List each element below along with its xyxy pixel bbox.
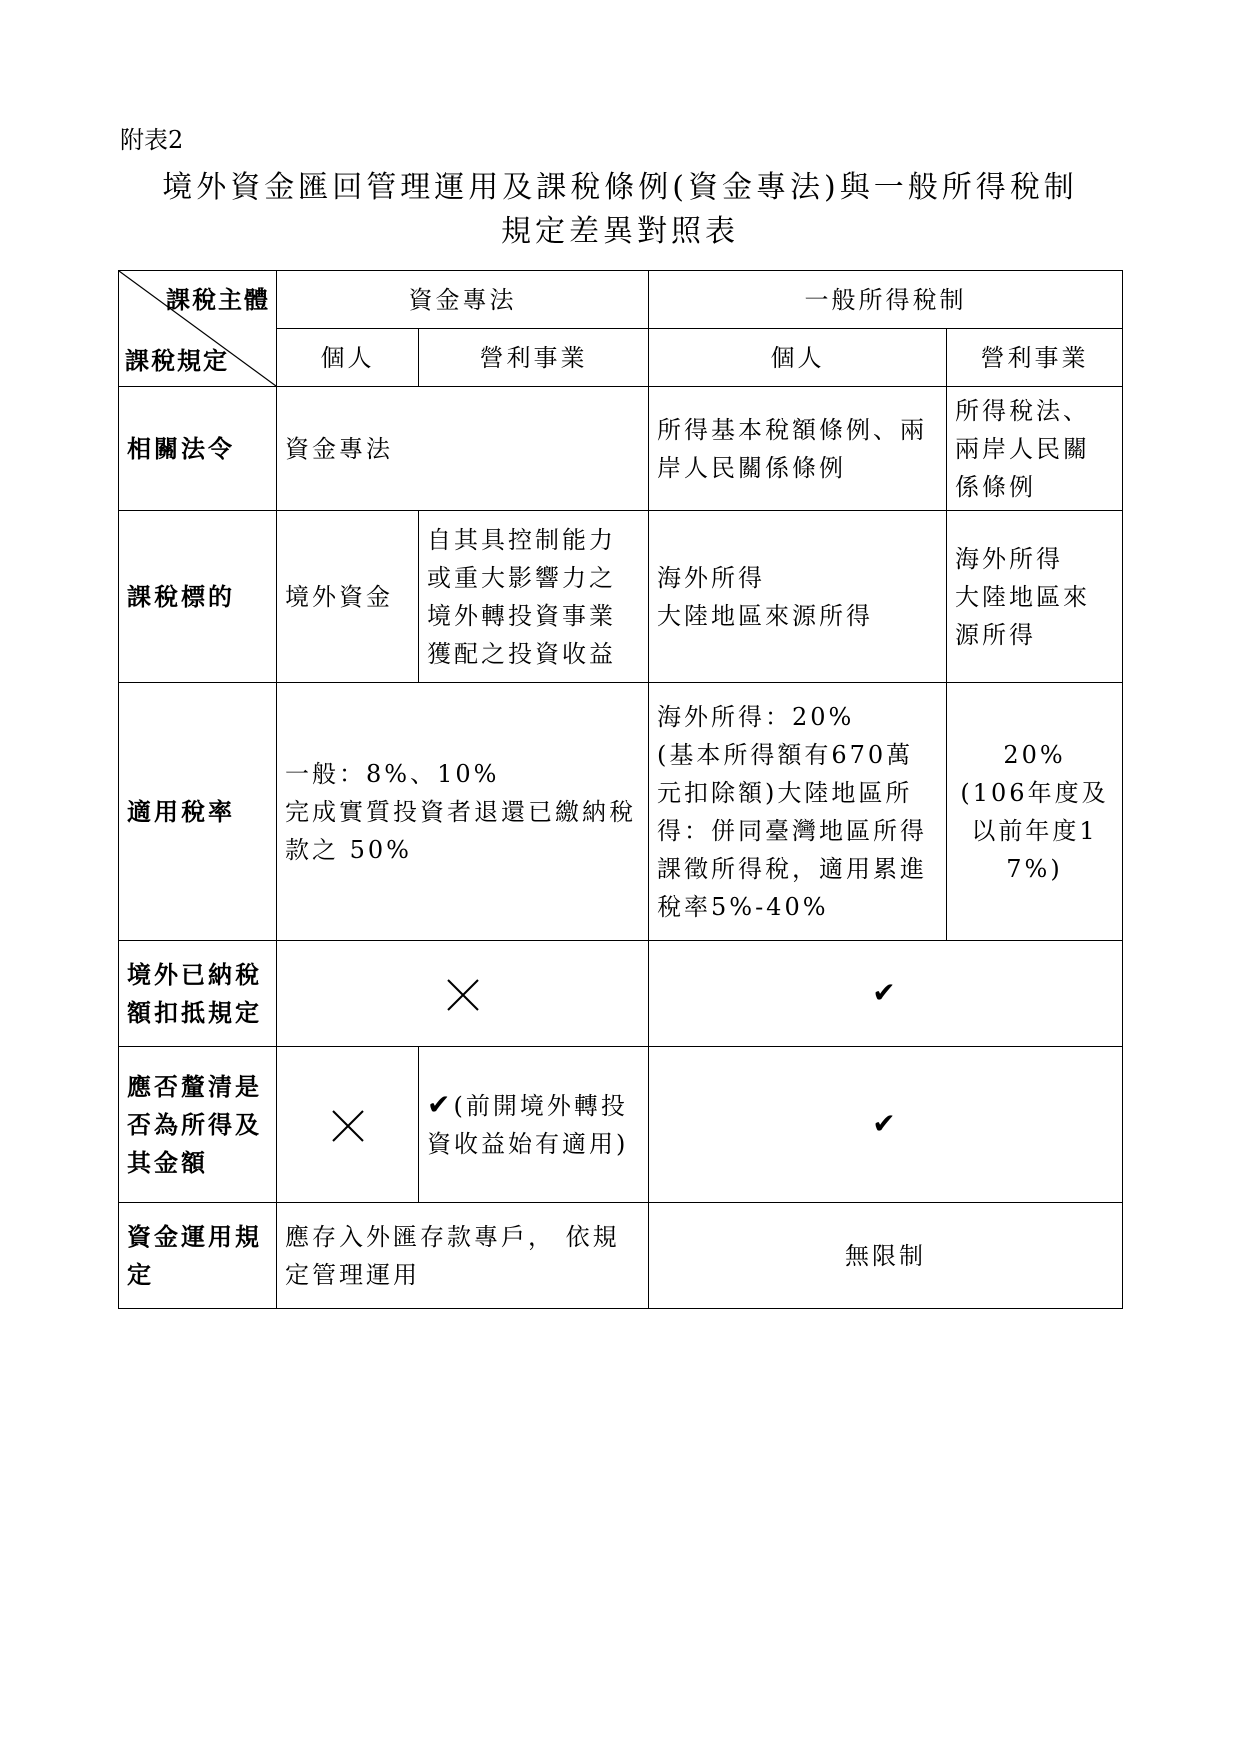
corner-cell xyxy=(119,271,277,387)
row-fund-usage xyxy=(119,1203,1123,1309)
rate-general-individual xyxy=(649,683,947,941)
target-general-enterprise-line-2: 大陸地區來源所得 xyxy=(955,582,1090,649)
check-icon: ✔ xyxy=(872,976,899,1009)
law-general-enterprise: 所得稅法、兩岸人民關係條例 xyxy=(947,387,1123,511)
usage-fund-act: 應存入外匯存款專戶， 依規定管理運用 xyxy=(277,1203,649,1309)
clarify-fund-enterprise xyxy=(419,1047,649,1203)
usage-general: 無限制 xyxy=(649,1203,1123,1309)
row-label-clarify-income: 應否釐清是否為所得及其金額 xyxy=(119,1047,277,1203)
header-row-groups xyxy=(119,271,1123,329)
header-fund-act: 資金專法 xyxy=(277,271,649,329)
target-general-enterprise xyxy=(947,511,1123,683)
row-clarify-income xyxy=(119,1047,1123,1203)
rate-fund-act xyxy=(277,683,649,941)
target-general-enterprise-line-1: 海外所得 xyxy=(955,544,1063,573)
credit-fund-act xyxy=(277,941,649,1047)
row-tax-target xyxy=(119,511,1123,683)
target-general-individual-line-1: 海外所得 xyxy=(657,563,765,592)
check-icon: ✔ xyxy=(872,1107,899,1140)
row-label-tax-rate: 適用稅率 xyxy=(119,683,277,941)
clarify-fund-individual xyxy=(277,1047,419,1203)
law-general-individual: 所得基本稅額條例、兩岸人民關係條例 xyxy=(649,387,947,511)
document-title-line-2: 規定差異對照表 xyxy=(501,214,739,249)
credit-general xyxy=(649,941,1123,1047)
header-general-enterprise: 營利事業 xyxy=(947,329,1123,387)
rate-general-enterprise-line-1: 20% xyxy=(1003,740,1066,769)
row-tax-rate xyxy=(119,683,1123,941)
document-title-line-1: 境外資金匯回管理運用及課稅條例(資金專法)與一般所得稅制 xyxy=(162,170,1078,205)
header-general-individual: 個人 xyxy=(649,329,947,387)
row-label-foreign-tax-credit: 境外已納稅額扣抵規定 xyxy=(119,941,277,1047)
row-label-tax-target: 課稅標的 xyxy=(119,511,277,683)
target-fund-enterprise: 自其具控制能力或重大影響力之境外轉投資事業獲配之投資收益 xyxy=(419,511,649,683)
law-fund-act: 資金專法 xyxy=(277,387,649,511)
target-general-individual xyxy=(649,511,947,683)
cross-icon xyxy=(331,1109,365,1143)
target-fund-individual: 境外資金 xyxy=(277,511,419,683)
check-icon: ✔ xyxy=(427,1088,454,1121)
header-general-tax: 一般所得稅制 xyxy=(649,271,1123,329)
rate-general-enterprise xyxy=(947,683,1123,941)
header-fund-enterprise: 營利事業 xyxy=(419,329,649,387)
clarify-general xyxy=(649,1047,1123,1203)
rate-fund-line-1: 一般：8%、10% xyxy=(285,759,500,788)
row-foreign-tax-credit xyxy=(119,941,1123,1047)
rate-fund-line-2: 完成實質投資者退還已繳納稅款之 50% xyxy=(285,797,636,864)
rate-general-individual-line-2: (基本所得額有670萬元扣除額)大陸地區所得：併同臺灣地區所得課徵所得稅，適用累進稅率5%-40% xyxy=(657,740,927,921)
rate-general-enterprise-line-2: (106年度及以前年度17%) xyxy=(960,778,1109,883)
cross-icon xyxy=(446,978,480,1012)
target-general-individual-line-2: 大陸地區來源所得 xyxy=(657,601,873,630)
corner-bottom-label: 課稅規定 xyxy=(125,347,229,375)
row-related-law xyxy=(119,387,1123,511)
comparison-table xyxy=(118,270,1123,1309)
header-fund-individual: 個人 xyxy=(277,329,419,387)
clarify-fund-enterprise-note: (前開境外轉投資收益始有適用) xyxy=(427,1092,629,1158)
corner-top-label: 課稅主體 xyxy=(166,286,270,314)
row-label-fund-usage: 資金運用規定 xyxy=(119,1203,277,1309)
row-label-related-law: 相關法令 xyxy=(119,387,277,511)
rate-general-individual-line-1: 海外所得：20% xyxy=(657,702,855,731)
annex-label: 附表2 xyxy=(120,126,184,154)
